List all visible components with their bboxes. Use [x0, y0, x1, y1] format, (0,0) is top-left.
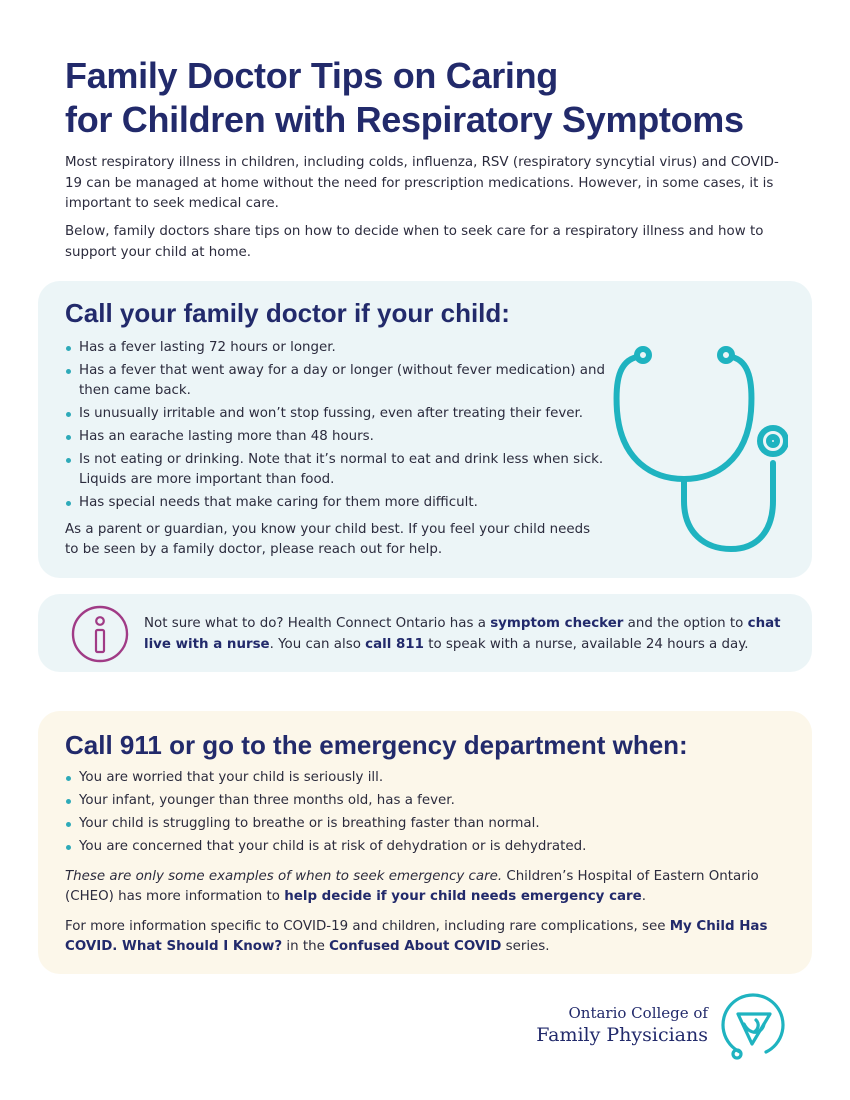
logo-text-line-2: Family Physicians	[536, 1024, 708, 1046]
list-item: Your infant, younger than three months old, has a fever.	[65, 791, 785, 811]
list-item: Is not eating or drinking. Note that it’s normal to eat and drink less when sick. Liquids are more important than food.	[65, 450, 605, 490]
list-item: You are worried that your child is seriously ill.	[65, 768, 785, 788]
list-item: Has an earache lasting more than 48 hours.	[65, 427, 605, 447]
page-title	[65, 54, 744, 142]
stethoscope-icon	[613, 341, 788, 556]
list-item: You are concerned that your child is at risk of dehydration or is dehydrated.	[65, 837, 785, 857]
intro-paragraph-1: Most respiratory illness in children, including colds, influenza, RSV (respiratory syncytial virus) and COVID-19 can be managed at home without the need for prescription medications. However, in some cases, it is important to seek medical care.	[65, 155, 779, 211]
emergency-list	[65, 768, 785, 860]
list-item: Has a fever lasting 72 hours or longer.	[65, 338, 605, 358]
ocfp-logo-icon	[718, 990, 788, 1062]
family-doctor-list	[65, 338, 605, 516]
covid-info-paragraph: For more information specific to COVID-19 and children, including rare complications, see My Child Has COVID. What Should I Know? in the Confused About COVID series.	[65, 919, 768, 954]
list-item: Your child is struggling to breathe or is breathing faster than normal.	[65, 814, 785, 834]
family-doctor-heading: Call your family doctor if your child:	[65, 298, 510, 328]
family-doctor-card	[38, 281, 812, 578]
list-item: Has a fever that went away for a day or longer (without fever medication) and then came back.	[65, 361, 605, 401]
family-doctor-closing: As a parent or guardian, you know your child best. If you feel your child needs to be seen by a family doctor, please reach out for help.	[65, 522, 591, 557]
list-item: Has special needs that make caring for them more difficult.	[65, 493, 605, 513]
cheo-emergency-link[interactable]: help decide if your child needs emergency care	[284, 889, 642, 904]
info-icon	[70, 604, 130, 664]
chat-live-link[interactable]: chat live with a nurse	[144, 616, 781, 652]
info-text: Not sure what to do? Health Connect Ontario has a symptom checker and the option to chat live with a nurse. You can also call 811 to speak with a nurse, available 24 hours a day.	[144, 616, 781, 652]
title-line-1: Family Doctor Tips on Caring	[65, 55, 558, 96]
ocfp-logo	[520, 990, 790, 1065]
emergency-heading: Call 911 or go to the emergency department when:	[65, 730, 688, 760]
emergency-card	[38, 711, 812, 974]
list-item: Is unusually irritable and won’t stop fussing, even after treating their fever.	[65, 404, 605, 424]
symptom-checker-link[interactable]: symptom checker	[490, 616, 624, 631]
emergency-note: These are only some examples of when to seek emergency care. Children’s Hospital of Eastern Ontario (CHEO) has more information to help decide if your child needs emergency care.	[65, 869, 759, 904]
intro-paragraph-2: Below, family doctors share tips on how to decide when to seek care for a respiratory illness and how to support your child at home.	[65, 224, 764, 260]
title-line-2: for Children with Respiratory Symptoms	[65, 99, 744, 140]
logo-text-line-1: Ontario College of	[568, 1004, 708, 1022]
my-child-has-covid-link[interactable]: My Child Has COVID. What Should I Know?	[65, 919, 768, 954]
confused-about-covid-link[interactable]: Confused About COVID	[329, 939, 502, 954]
call-811-link[interactable]: call 811	[365, 637, 424, 652]
info-box	[38, 594, 812, 672]
